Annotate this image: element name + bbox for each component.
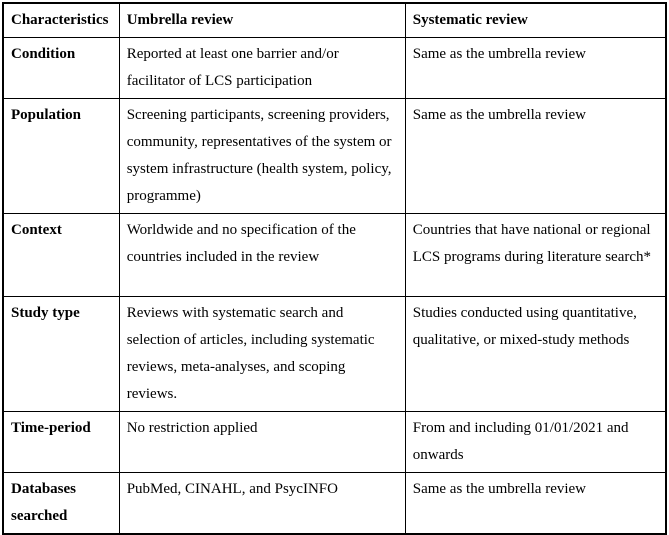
table-row-condition bbox=[3, 38, 666, 99]
row-label-study-type: Study type bbox=[3, 297, 119, 412]
cell-population-systematic: Same as the umbrella review bbox=[405, 99, 666, 214]
row-label-context: Context bbox=[3, 214, 119, 297]
row-label-databases-searched: Databases searched bbox=[3, 473, 119, 535]
table-row-databases bbox=[3, 473, 666, 535]
row-label-time-period: Time-period bbox=[3, 412, 119, 473]
cell-population-umbrella: Screening participants, screening providers, community, representatives of the system or system infrastructure (health system, policy, programme) bbox=[119, 99, 405, 214]
eligibility-criteria-table bbox=[2, 2, 667, 535]
cell-context-umbrella: Worldwide and no specification of the countries included in the review bbox=[119, 214, 405, 297]
table-header-row bbox=[3, 3, 666, 38]
cell-condition-umbrella: Reported at least one barrier and/or facilitator of LCS participation bbox=[119, 38, 405, 99]
cell-time-period-umbrella: No restriction applied bbox=[119, 412, 405, 473]
table-row-time-period bbox=[3, 412, 666, 473]
cell-databases-umbrella: PubMed, CINAHL, and PsycINFO bbox=[119, 473, 405, 535]
cell-databases-systematic: Same as the umbrella review bbox=[405, 473, 666, 535]
table-row-context bbox=[3, 214, 666, 297]
row-label-condition: Condition bbox=[3, 38, 119, 99]
table-row-population bbox=[3, 99, 666, 214]
cell-condition-systematic: Same as the umbrella review bbox=[405, 38, 666, 99]
cell-study-type-systematic: Studies conducted using quantitative, qualitative, or mixed-study methods bbox=[405, 297, 666, 412]
row-label-population: Population bbox=[3, 99, 119, 214]
header-systematic-review: Systematic review bbox=[405, 3, 666, 38]
cell-study-type-umbrella: Reviews with systematic search and selection of articles, including systematic reviews, meta-analyses, and scoping reviews. bbox=[119, 297, 405, 412]
header-characteristics: Characteristics bbox=[3, 3, 119, 38]
cell-context-systematic: Countries that have national or regional LCS programs during literature search* bbox=[405, 214, 666, 297]
header-umbrella-review: Umbrella review bbox=[119, 3, 405, 38]
cell-time-period-systematic: From and including 01/01/2021 and onwards bbox=[405, 412, 666, 473]
table-row-study-type bbox=[3, 297, 666, 412]
